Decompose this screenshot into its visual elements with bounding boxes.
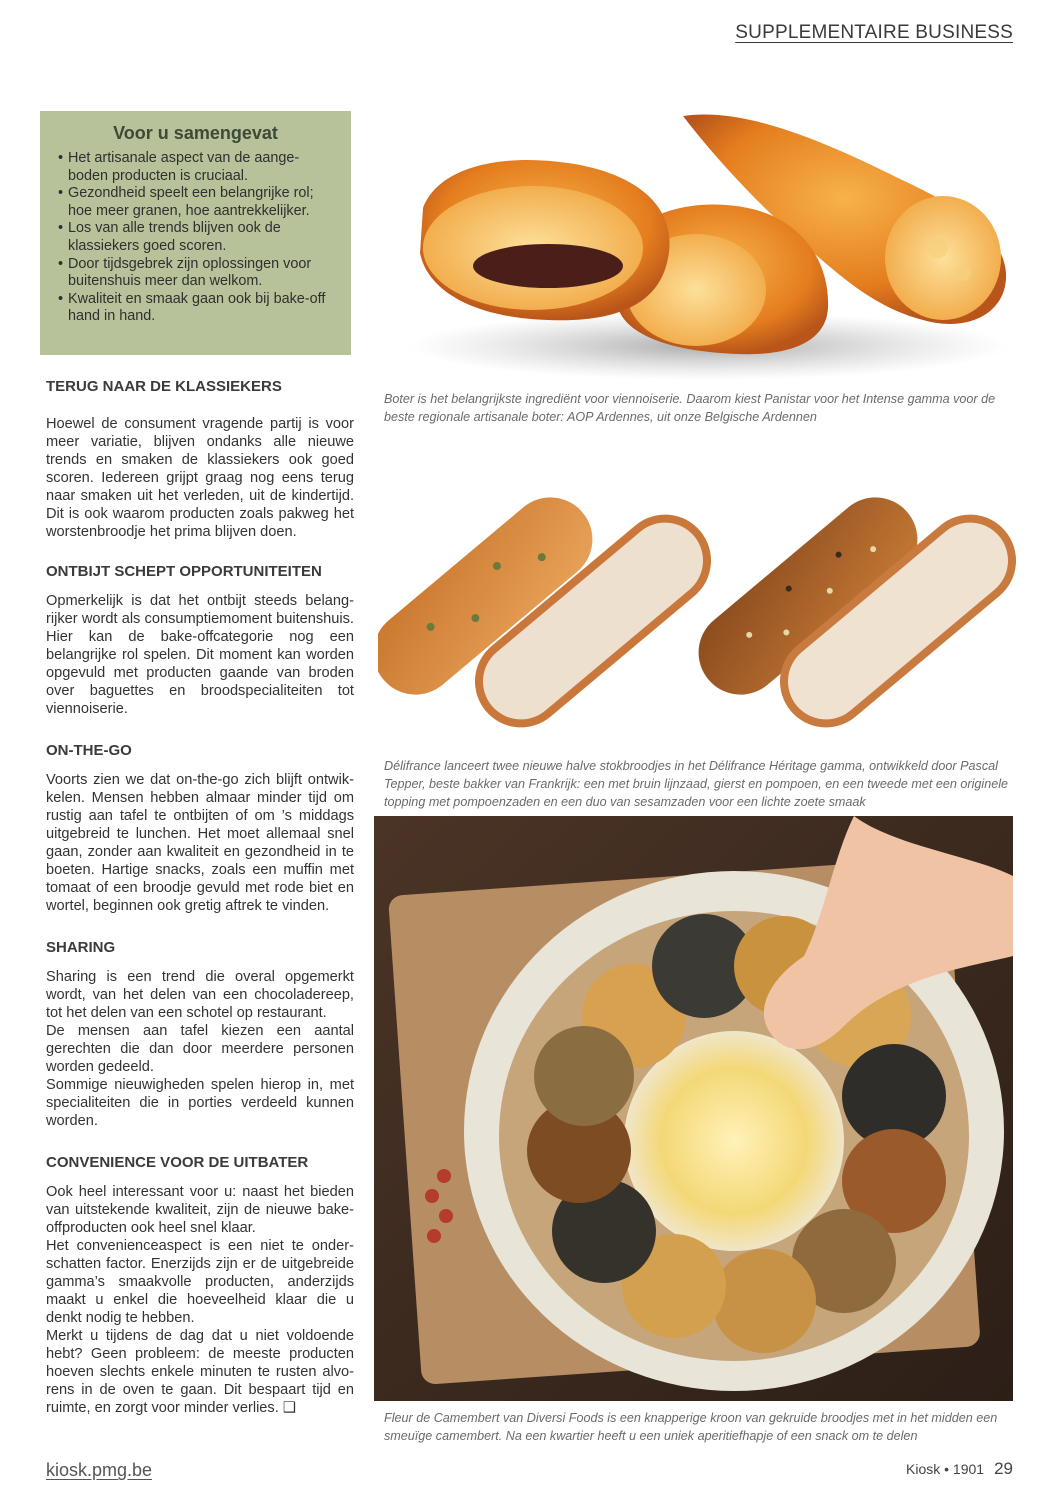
camembert-illustration <box>374 816 1013 1401</box>
summary-bullet: • Los van alle trends blijven ook de klassiekers goed scoren. <box>58 220 333 255</box>
paragraph: Sommige nieuwigheden spelen hierop in, met specialiteiten die in porties verdeeld kunnen worden. <box>46 1077 354 1129</box>
paragraph: Sharing is een trend die overal opgemerkt wordt, van het delen van een chocoladereep, tot het delen van een schotel op restaurant. <box>46 969 354 1021</box>
summary-bullet: • Door tijdsgebrek zijn oplossingen voor buitenshuis meer dan welkom. <box>58 256 333 291</box>
section-heading: ONTBIJT SCHEPT OPPORTUNITEITEN <box>46 563 322 580</box>
summary-title: Voor u samengevat <box>113 123 278 143</box>
summary-bullet: • Gezondheid speelt een belangrijke rol; hoe meer granen, hoe aantrekkelijker. <box>58 185 333 220</box>
baguettes-caption: Délifrance lanceert twee nieuwe halve stokbroodjes in het Délifrance Héritage gamma, ontwikkeld door Pascal Tepper, beste bakker van Frankrijk: een met bruin lijnzaad, gierst en pompoen, en een tweede met een originele topping met pompoenzaden en een duo van sesamzaden voor een lichte zoete smaak <box>384 759 1008 809</box>
croissants-illustration <box>378 108 1018 380</box>
section-heading: TERUG NAAR DE KLASSIEKERS <box>46 378 282 395</box>
summary-list <box>58 150 333 326</box>
paragraph: De mensen aan tafel kiezen een aantal gerechten die dan door meerdere personen worden gedeeld. <box>46 1023 354 1075</box>
paragraph: Hoewel de consument vragende partij is voor meer variatie, blijven ondanks alle nieuwe trends en smaken de klassiekers ook goed scoren. Iedereen grijpt graag nog eens terug naar smaken uit het verleden, uit de kindertijd. Dit is ook waarom producten zoals pakweg het worstenbroodje het prima blijven doen. <box>46 416 354 540</box>
paragraph: Ook heel interessant voor u: naast het bieden van uitstekende kwaliteit, zijn de nieuwe bake-offproducten ook heel snel klaar. <box>46 1184 354 1236</box>
camembert-caption: Fleur de Camembert van Diversi Foods is een knapperige kroon van gekruide broodjes met in het midden een smeuïge camembert. Na een kwartier heeft u een uniek aperitiefhapje of een snack om te delen <box>384 1411 998 1443</box>
baguettes-photo <box>378 446 1018 746</box>
footer-url[interactable]: kiosk.pmg.be <box>46 1460 153 1480</box>
paragraph: Het convenienceaspect is een niet te onder-schatten factor. Enerzijds zijn er de uitgebreide gamma’s smaakvolle producten, anderzijds maakt u enkel die hoeveelheid klaar die u denkt nodig te hebben. <box>46 1238 354 1326</box>
section-heading: SHARING <box>46 939 116 956</box>
croissants-caption: Boter is het belangrijkste ingrediënt voor viennoiserie. Daarom kiest Panistar voor het Intense gamma voor de beste regionale artisanale boter: AOP Ardennes, uit onze Belgische Ardennen <box>384 392 996 424</box>
summary-bullet: • Kwaliteit en smaak gaan ook bij bake-off hand in hand. <box>58 291 333 326</box>
paragraph: Merkt u tijdens de dag dat u niet voldoende hebt? Geen probleem: de meeste producten hoeven slechts enkele minuten te rusten alvo-rens in de oven te gaan. Dit bespaart tijd en ruimte, en zorgt voor minder verlies. ❑ <box>46 1328 354 1416</box>
section-tag: SUPPLEMENTAIRE BUSINESS <box>735 22 1013 43</box>
issue-label: Kiosk • 1901 <box>906 1461 985 1477</box>
croissants-photo <box>378 108 1018 380</box>
camembert-photo <box>374 816 1013 1401</box>
section-heading: CONVENIENCE VOOR DE UITBATER <box>46 1154 309 1171</box>
paragraph: Opmerkelijk is dat het ontbijt steeds belang-rijker wordt als consumptiemoment buitenshuis. Hier kan de bake-offcategorie nog een belangrijke rol spelen. Dit moment kan worden opgevuld met producten gaande van broden over baguettes en broodspecialiteiten tot viennoiserie. <box>46 593 354 717</box>
article-body <box>46 378 354 1417</box>
summary-box <box>40 111 351 355</box>
footer-issue <box>906 1459 1013 1479</box>
page-number: 29 <box>994 1459 1013 1478</box>
section-heading: ON-THE-GO <box>46 742 132 759</box>
paragraph: Voorts zien we dat on-the-go zich blijft ontwik-kelen. Mensen hebben almaar minder tijd om rustig aan tafel te ontbijten of om ’s middags uitgebreid te lunchen. Het moet allemaal snel gaan, zonder aan kwaliteit en gezondheid in te boeten. Hartige snacks, zoals een muffin met tomaat of een broodje gevuld met rode biet en wortel, beginnen ook gretig aftrek te vinden. <box>46 772 354 914</box>
summary-bullet: • Het artisanale aspect van de aange-boden producten is cruciaal. <box>58 150 333 185</box>
baguettes-illustration <box>378 446 1018 746</box>
